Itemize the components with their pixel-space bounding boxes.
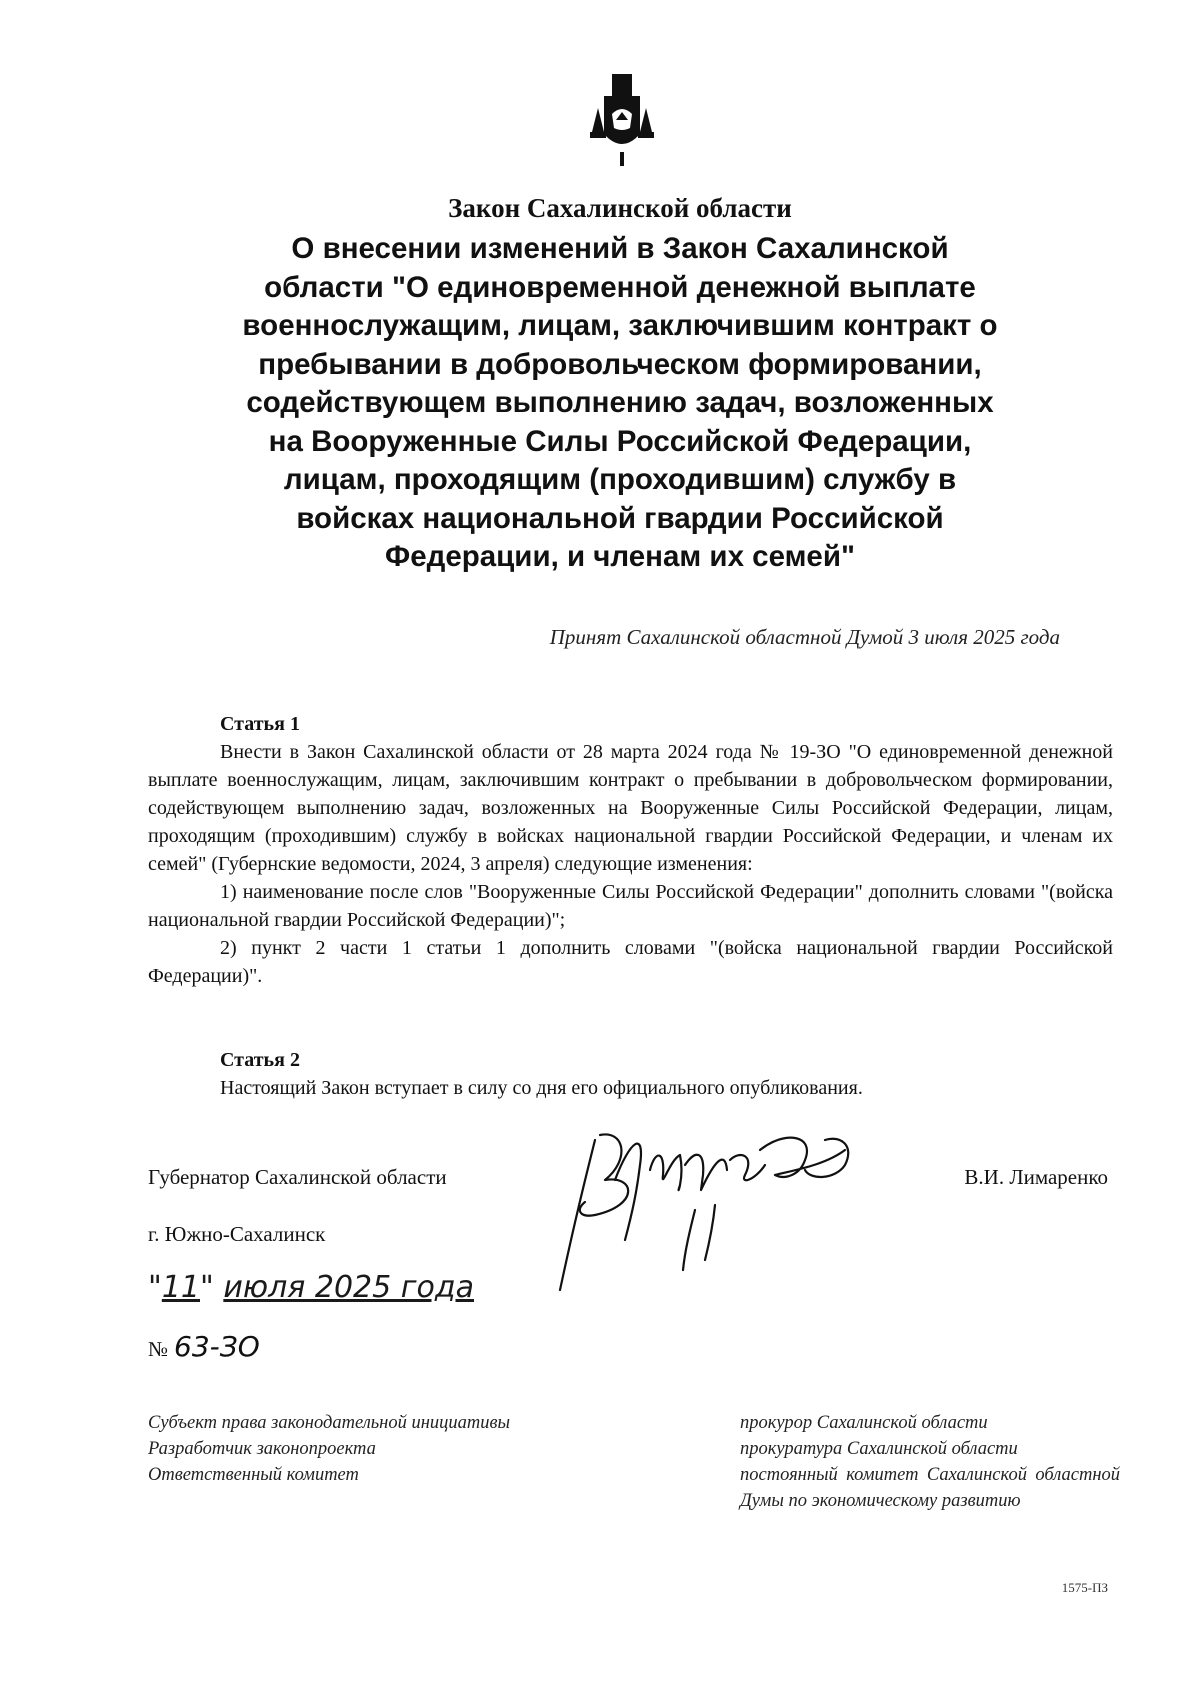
article-paragraph: 2) пункт 2 части 1 статьи 1 дополнить словами "(войска национальной гвардии Российской Федерации)". (148, 937, 1113, 987)
law-title (160, 230, 1080, 577)
title-line: лицам, проходящим (проходившим) службу в (283, 463, 957, 496)
footer-roles (148, 1410, 628, 1488)
footer-entity: прокуратура Сахалинской области (740, 1439, 1018, 1459)
number-prefix: № (148, 1337, 169, 1361)
number-value: 63-ЗО (174, 1330, 260, 1363)
signing-date: "11" июля 2025 года (148, 1270, 474, 1305)
title-line: О внесении изменений в Закон Сахалинской (291, 232, 949, 265)
article-2 (148, 1046, 1113, 1102)
footer-entity: постоянный комитет Сахалинской областной Думы по экономическому развитию (740, 1465, 1120, 1511)
title-line: военнослужащим, лицам, заключившим контракт о (242, 309, 998, 342)
footer-entity: прокурор Сахалинской области (740, 1413, 988, 1433)
city-label: г. Южно-Сахалинск (148, 1222, 326, 1246)
article-paragraph: 1) наименование после слов "Вооруженные Силы Российской Федерации" дополнить словами "(войска национальной гвардии Российской Федерации)"; (148, 881, 1113, 931)
coat-of-arms-icon (586, 74, 658, 166)
title-line: содействующем выполнению задач, возложенных (246, 386, 994, 419)
governor-name: В.И. Лимаренко (964, 1165, 1108, 1189)
article-1 (148, 710, 1113, 990)
title-line: на Вооруженные Силы Российской Федерации, (268, 424, 972, 458)
article-heading: Статья 1 (220, 713, 300, 735)
article-paragraph: Настоящий Закон вступает в силу со дня его официального опубликования. (220, 1077, 863, 1099)
article-heading: Статья 2 (220, 1049, 300, 1071)
title-line: войсках национальной гвардии Российской (296, 501, 944, 535)
date-rest: июля 2025 года (223, 1270, 474, 1305)
footer-entities (740, 1410, 1120, 1514)
date-day: 11 (161, 1270, 200, 1305)
law-number (148, 1330, 260, 1363)
title-line: пребывании в добровольческом формировании, (258, 347, 982, 381)
title-line: Федерации, и членам их семей" (385, 540, 855, 573)
footer-role: Разработчик законопроекта (148, 1439, 376, 1459)
title-line: области "О единовременной денежной выплате (264, 270, 976, 304)
footer-role: Ответственный комитет (148, 1465, 359, 1485)
document-code: 1575-ПЗ (1061, 1580, 1108, 1595)
governor-title: Губернатор Сахалинской области (148, 1165, 447, 1189)
adoption-note: Принят Сахалинской областной Думой 3 июля 2025 года (549, 625, 1060, 649)
law-label: Закон Сахалинской области (448, 193, 792, 223)
footer-role: Субъект права законодательной инициативы (148, 1413, 511, 1433)
handwritten-signature (555, 1120, 885, 1300)
article-paragraph: Внести в Закон Сахалинской области от 28 марта 2024 года № 19-ЗО "О единовременной денежной выплате военнослужащим, лицам, заключившим контракт о пребывании в добровольческом формировании, содействующем выполнению задач, возложенных на Вооруженные Силы Российской Федерации, лицам, проходящим (проходившим) службу в войсках национальной гвардии Российской Федерации, и членам их семей" (Губернские ведомости, 2024, 3 апреля) следующие изменения: (148, 741, 1113, 875)
